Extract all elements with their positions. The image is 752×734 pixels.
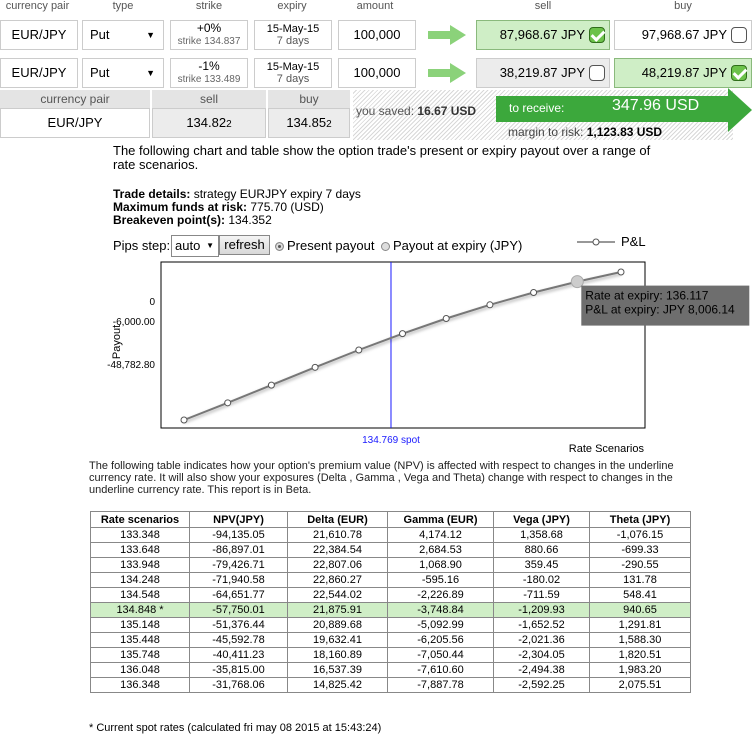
table-cell: 136.348 — [91, 678, 190, 693]
table-cell: 1,358.68 — [494, 528, 590, 543]
data-point[interactable] — [531, 290, 537, 296]
spot-buy-main: 134.85 — [286, 115, 327, 130]
pips-step-value: auto — [175, 238, 201, 253]
dropdown-arrow-icon: ▼ — [206, 241, 214, 250]
intro-text: The following chart and table show the option trade's present or expiry payout over a range of rate scenarios. — [113, 143, 651, 172]
table-cell: 359.45 — [494, 558, 590, 573]
table-cell: 20,889.68 — [288, 618, 388, 633]
table-cell: -5,092.99 — [388, 618, 494, 633]
table-cell: 135.148 — [91, 618, 190, 633]
table-cell: -595.16 — [388, 573, 494, 588]
option-type-value: Put — [90, 27, 110, 42]
buy-price-cell[interactable] — [614, 58, 752, 88]
breakeven-line — [113, 214, 361, 227]
present-payout-label: Present payout — [287, 238, 375, 253]
table-cell: 136.048 — [91, 663, 190, 678]
table-cell: 548.41 — [590, 588, 691, 603]
table-cell: -699.33 — [590, 543, 691, 558]
data-point[interactable] — [618, 269, 624, 275]
table-cell: -45,592.78 — [190, 633, 288, 648]
spot-buy-label: buy — [268, 90, 350, 108]
margin-to-risk — [508, 125, 662, 139]
table-cell: -711.59 — [494, 588, 590, 603]
sell-checkbox[interactable] — [589, 65, 605, 81]
table-cell: 134.248 — [91, 573, 190, 588]
plot-area — [161, 262, 645, 428]
table-description: The following table indicates how your option's premium value (NPV) is affected with respect to changes in the underline currency rate. It will also show your exposures (Delta , Gamma , Vega and Theta) change with respect to changes in the underline currency rate. This report is in Beta. — [89, 460, 674, 496]
header-amount: amount — [356, 0, 394, 12]
option-type-select[interactable] — [82, 20, 164, 50]
rate-scenarios-table — [90, 511, 691, 693]
sell-checkbox[interactable] — [589, 27, 605, 43]
column-header: Gamma (EUR) — [388, 512, 494, 528]
y-tick-2: -48,782.80 — [107, 360, 155, 371]
table-cell: 1,588.30 — [590, 633, 691, 648]
table-cell: -2,304.05 — [494, 648, 590, 663]
column-header: Delta (EUR) — [288, 512, 388, 528]
spot-sell-value — [152, 108, 266, 138]
table-cell: -35,815.00 — [190, 663, 288, 678]
header-strike: strike — [195, 0, 223, 12]
table-cell: 22,807.06 — [288, 558, 388, 573]
expiry-days: 7 days — [276, 35, 310, 47]
receive-label: to receive: — [509, 101, 565, 115]
pips-step-label: Pips step: — [113, 238, 171, 253]
table-cell: 21,610.78 — [288, 528, 388, 543]
table-row — [91, 663, 691, 678]
header-sell: sell — [534, 0, 552, 12]
spot-buy-value — [268, 108, 350, 138]
breakeven-label: Breakeven point(s): — [113, 213, 226, 227]
table-cell: 940.65 — [590, 603, 691, 618]
spot-pair-label: currency pair — [0, 90, 150, 108]
refresh-button[interactable]: refresh — [219, 235, 270, 255]
table-cell: 18,160.89 — [288, 648, 388, 663]
table-cell: -7,050.44 — [388, 648, 494, 663]
table-cell: 133.348 — [91, 528, 190, 543]
table-cell: -1,652.52 — [494, 618, 590, 633]
data-point[interactable] — [487, 302, 493, 308]
sell-price-cell[interactable] — [476, 58, 610, 88]
table-row — [91, 588, 691, 603]
table-cell: 16,537.39 — [288, 663, 388, 678]
table-cell: 22,860.27 — [288, 573, 388, 588]
table-row — [91, 543, 691, 558]
spot-label: 134.769 spot — [362, 435, 420, 446]
sell-price: 87,968.67 JPY — [499, 27, 585, 42]
table-cell: -51,376.44 — [190, 618, 288, 633]
table-cell: -6,205.56 — [388, 633, 494, 648]
table-cell: 22,544.02 — [288, 588, 388, 603]
margin-label: margin to risk: — [508, 125, 584, 139]
right-arrow-icon — [428, 63, 466, 83]
data-point[interactable] — [181, 417, 187, 423]
header-type: type — [112, 0, 134, 12]
table-row — [91, 528, 691, 543]
table-cell: 133.948 — [91, 558, 190, 573]
column-header: Vega (JPY) — [494, 512, 590, 528]
table-cell: 880.66 — [494, 543, 590, 558]
buy-price: 97,968.67 JPY — [641, 27, 727, 42]
spot-pair-value: EUR/JPY — [0, 108, 150, 138]
table-cell: -40,411.23 — [190, 648, 288, 663]
data-point[interactable] — [356, 347, 362, 353]
header-currency-pair: currency pair — [5, 0, 70, 12]
table-row — [91, 678, 691, 693]
table-cell: 19,632.41 — [288, 633, 388, 648]
receive-banner — [496, 96, 728, 122]
strike-percent: +0% — [196, 21, 222, 35]
table-cell: 22,384.54 — [288, 543, 388, 558]
receive-arrow-icon — [728, 88, 752, 132]
x-axis-label: Rate Scenarios — [568, 443, 644, 455]
strike-cell[interactable] — [170, 20, 248, 50]
table-cell: -2,021.36 — [494, 633, 590, 648]
table-cell: -1,076.15 — [590, 528, 691, 543]
table-cell: 131.78 — [590, 573, 691, 588]
table-row — [91, 558, 691, 573]
trade-details-label: Trade details: — [113, 187, 191, 201]
table-cell: -71,940.58 — [190, 573, 288, 588]
table-cell: -57,750.01 — [190, 603, 288, 618]
expiry-cell[interactable] — [254, 20, 332, 50]
currency-pair-cell: EUR/JPY — [0, 20, 78, 50]
strike-percent: -1% — [198, 59, 220, 73]
legend-label: P&L — [621, 234, 646, 249]
table-cell: 2,075.51 — [590, 678, 691, 693]
table-cell: -79,426.71 — [190, 558, 288, 573]
option-type-select[interactable] — [82, 58, 164, 88]
receive-value: 347.96 USD — [612, 97, 700, 114]
table-cell: 1,291.81 — [590, 618, 691, 633]
table-cell: -86,897.01 — [190, 543, 288, 558]
sell-price-cell[interactable] — [476, 20, 610, 50]
expiry-days: 7 days — [276, 73, 310, 85]
table-cell: 1,983.20 — [590, 663, 691, 678]
trade-details — [113, 188, 361, 227]
strike-value: strike 133.489 — [177, 74, 241, 85]
table-cell: 14,825.42 — [288, 678, 388, 693]
table-row — [91, 633, 691, 648]
table-cell: -290.55 — [590, 558, 691, 573]
max-funds-label: Maximum funds at risk: — [113, 200, 248, 214]
data-point[interactable] — [443, 316, 449, 322]
table-cell: 21,875.91 — [288, 603, 388, 618]
data-point[interactable] — [225, 400, 231, 406]
expiry-cell[interactable] — [254, 58, 332, 88]
table-cell: -31,768.06 — [190, 678, 288, 693]
data-point[interactable] — [268, 382, 274, 388]
table-cell: 1,820.51 — [590, 648, 691, 663]
tooltip-line: P&L at expiry: JPY 8,006.14 — [585, 302, 735, 317]
table-cell: -7,610.60 — [388, 663, 494, 678]
saved-amount — [356, 104, 476, 118]
sell-price: 38,219.87 JPY — [499, 65, 585, 80]
table-row — [91, 603, 691, 618]
option-type-value: Put — [90, 65, 110, 80]
data-point[interactable] — [312, 364, 318, 370]
saved-label: you saved: — [356, 104, 415, 118]
spot-sell-main: 134.82 — [186, 115, 227, 130]
table-cell: -64,651.77 — [190, 588, 288, 603]
table-cell: 135.448 — [91, 633, 190, 648]
strike-value: strike 134.837 — [177, 36, 241, 47]
dropdown-arrow-icon: ▼ — [146, 68, 155, 78]
table-row — [91, 618, 691, 633]
amount-input[interactable]: 100,000 — [338, 20, 416, 50]
buy-checkbox[interactable] — [731, 27, 747, 43]
tooltip-line: Rate at expiry: 136.117 — [585, 288, 709, 303]
table-cell: -2,226.89 — [388, 588, 494, 603]
breakeven-value: 134.352 — [228, 213, 272, 227]
chart-legend — [577, 234, 646, 249]
table-cell: 134.548 — [91, 588, 190, 603]
table-cell: 133.648 — [91, 543, 190, 558]
strike-cell[interactable] — [170, 58, 248, 88]
expiry-date: 15-May-15 — [266, 23, 320, 35]
amount-input[interactable]: 100,000 — [338, 58, 416, 88]
column-header: Rate scenarios — [91, 512, 190, 528]
margin-value: 1,123.83 USD — [586, 125, 663, 139]
table-cell: 4,174.12 — [388, 528, 494, 543]
table-row — [91, 573, 691, 588]
currency-pair-cell: EUR/JPY — [0, 58, 78, 88]
buy-price: 48,219.87 JPY — [641, 65, 727, 80]
spot-buy-last: 2 — [326, 119, 332, 130]
buy-price-cell[interactable] — [614, 20, 752, 50]
table-cell: -2,592.25 — [494, 678, 590, 693]
footnote: * Current spot rates (calculated fri may 08 2015 at 15:43:24) — [89, 722, 382, 734]
trade-details-value: strategy EURJPY expiry 7 days — [193, 187, 361, 201]
payout-chart — [0, 232, 752, 455]
y-axis-label: Payout — [111, 324, 123, 360]
table-row — [91, 648, 691, 663]
y-tick-1: -6,000.00 — [112, 317, 155, 328]
table-cell: 134.848 * — [91, 603, 190, 618]
header-buy: buy — [674, 0, 692, 12]
table-cell: 135.748 — [91, 648, 190, 663]
spot-sell-last: 2 — [226, 119, 232, 130]
header-expiry: expiry — [277, 0, 307, 12]
right-arrow-icon — [428, 25, 466, 45]
column-header: NPV(JPY) — [190, 512, 288, 528]
buy-checkbox[interactable] — [731, 65, 747, 81]
table-cell: -1,209.93 — [494, 603, 590, 618]
max-funds-value: 775.70 (USD) — [250, 200, 324, 214]
spot-sell-label: sell — [152, 90, 266, 108]
table-cell: 2,684.53 — [388, 543, 494, 558]
table-cell: -7,887.78 — [388, 678, 494, 693]
data-point[interactable] — [400, 331, 406, 337]
expiry-payout-label: Payout at expiry (JPY) — [393, 238, 523, 253]
y-tick-0: 0 — [149, 297, 155, 308]
expiry-date: 15-May-15 — [266, 61, 320, 73]
table-cell: -94,135.05 — [190, 528, 288, 543]
table-cell: -3,748.84 — [388, 603, 494, 618]
saved-value: 16.67 USD — [417, 104, 477, 118]
table-cell: -180.02 — [494, 573, 590, 588]
column-header: Theta (JPY) — [590, 512, 691, 528]
dropdown-arrow-icon: ▼ — [146, 30, 155, 40]
table-cell: -2,494.38 — [494, 663, 590, 678]
table-cell: 1,068.90 — [388, 558, 494, 573]
